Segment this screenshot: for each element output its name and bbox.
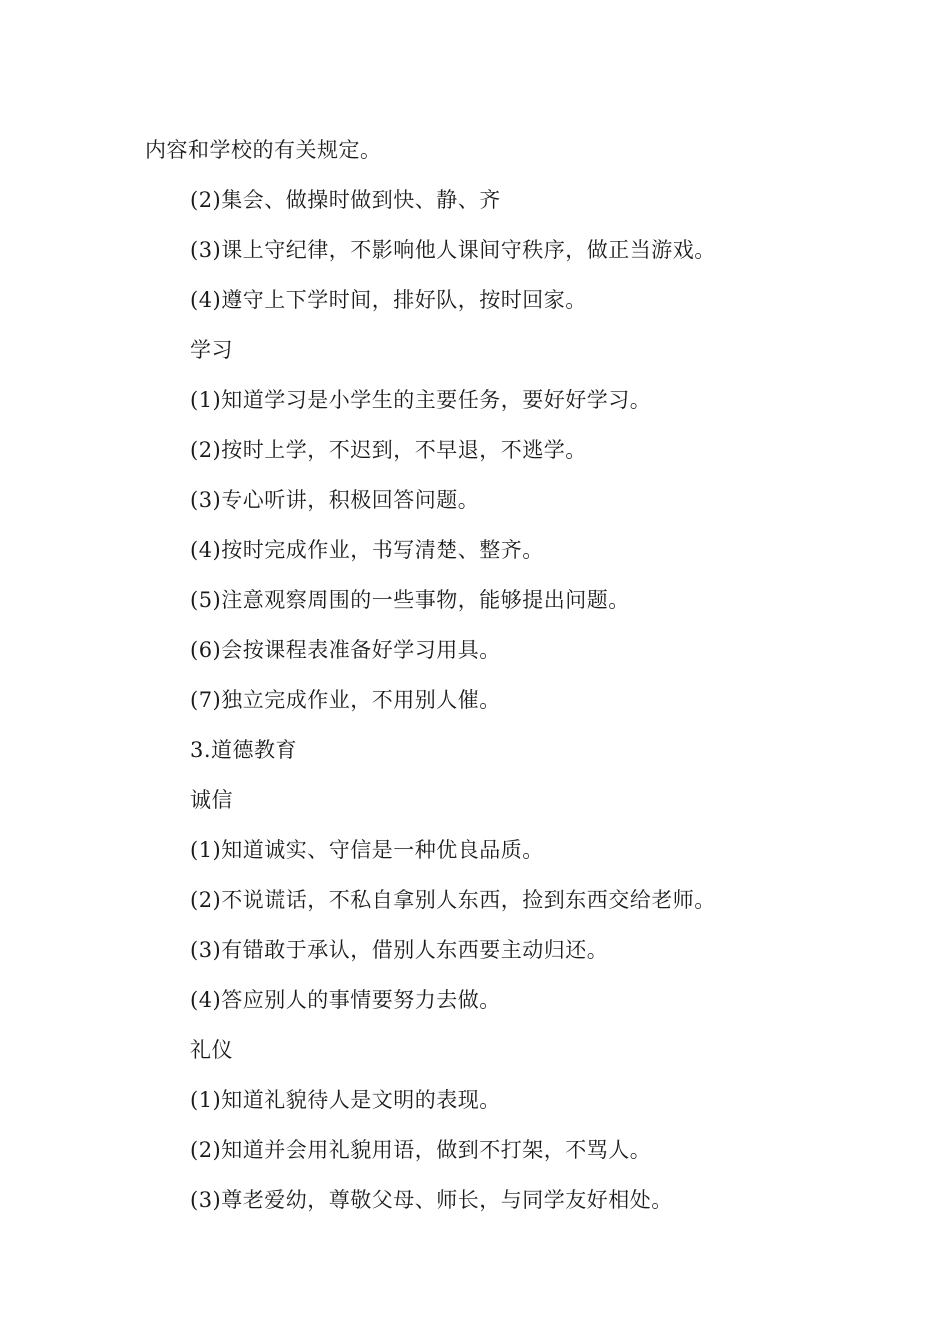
list-item: (7)独立完成作业，不用别人催。 <box>190 688 501 712</box>
list-item: (3)尊老爱幼，尊敬父母、师长，与同学友好相处。 <box>190 1188 673 1212</box>
list-item: (3)专心听讲，积极回答问题。 <box>190 488 480 512</box>
section-heading-integrity: 诚信 <box>190 788 233 812</box>
list-item: (4)按时完成作业，书写清楚、整齐。 <box>190 538 544 562</box>
list-item: (4)答应别人的事情要努力去做。 <box>190 988 501 1012</box>
list-item: (4)遵守上下学时间，排好队，按时回家。 <box>190 288 587 312</box>
list-item: (1)知道学习是小学生的主要任务，要好好学习。 <box>190 388 652 412</box>
list-item: (2)不说谎话，不私自拿别人东西，捡到东西交给老师。 <box>190 888 716 912</box>
section-heading-moral-education: 3.道德教育 <box>190 738 298 762</box>
section-heading-etiquette: 礼仪 <box>190 1038 233 1062</box>
list-item: (3)有错敢于承认，借别人东西要主动归还。 <box>190 938 609 962</box>
list-item: (5)注意观察周围的一些事物，能够提出问题。 <box>190 588 630 612</box>
list-item: (2)按时上学，不迟到，不早退，不逃学。 <box>190 438 587 462</box>
list-item: (2)知道并会用礼貌用语，做到不打架，不骂人。 <box>190 1138 652 1162</box>
list-item: (3)课上守纪律，不影响他人课间守秩序，做正当游戏。 <box>190 238 716 262</box>
list-item: (6)会按课程表准备好学习用具。 <box>190 638 501 662</box>
paragraph-continuation: 内容和学校的有关规定。 <box>145 138 382 162</box>
list-item: (1)知道礼貌待人是文明的表现。 <box>190 1088 501 1112</box>
list-item: (2)集会、做操时做到快、静、齐 <box>190 188 501 212</box>
section-heading-study: 学习 <box>190 338 233 362</box>
list-item: (1)知道诚实、守信是一种优良品质。 <box>190 838 544 862</box>
